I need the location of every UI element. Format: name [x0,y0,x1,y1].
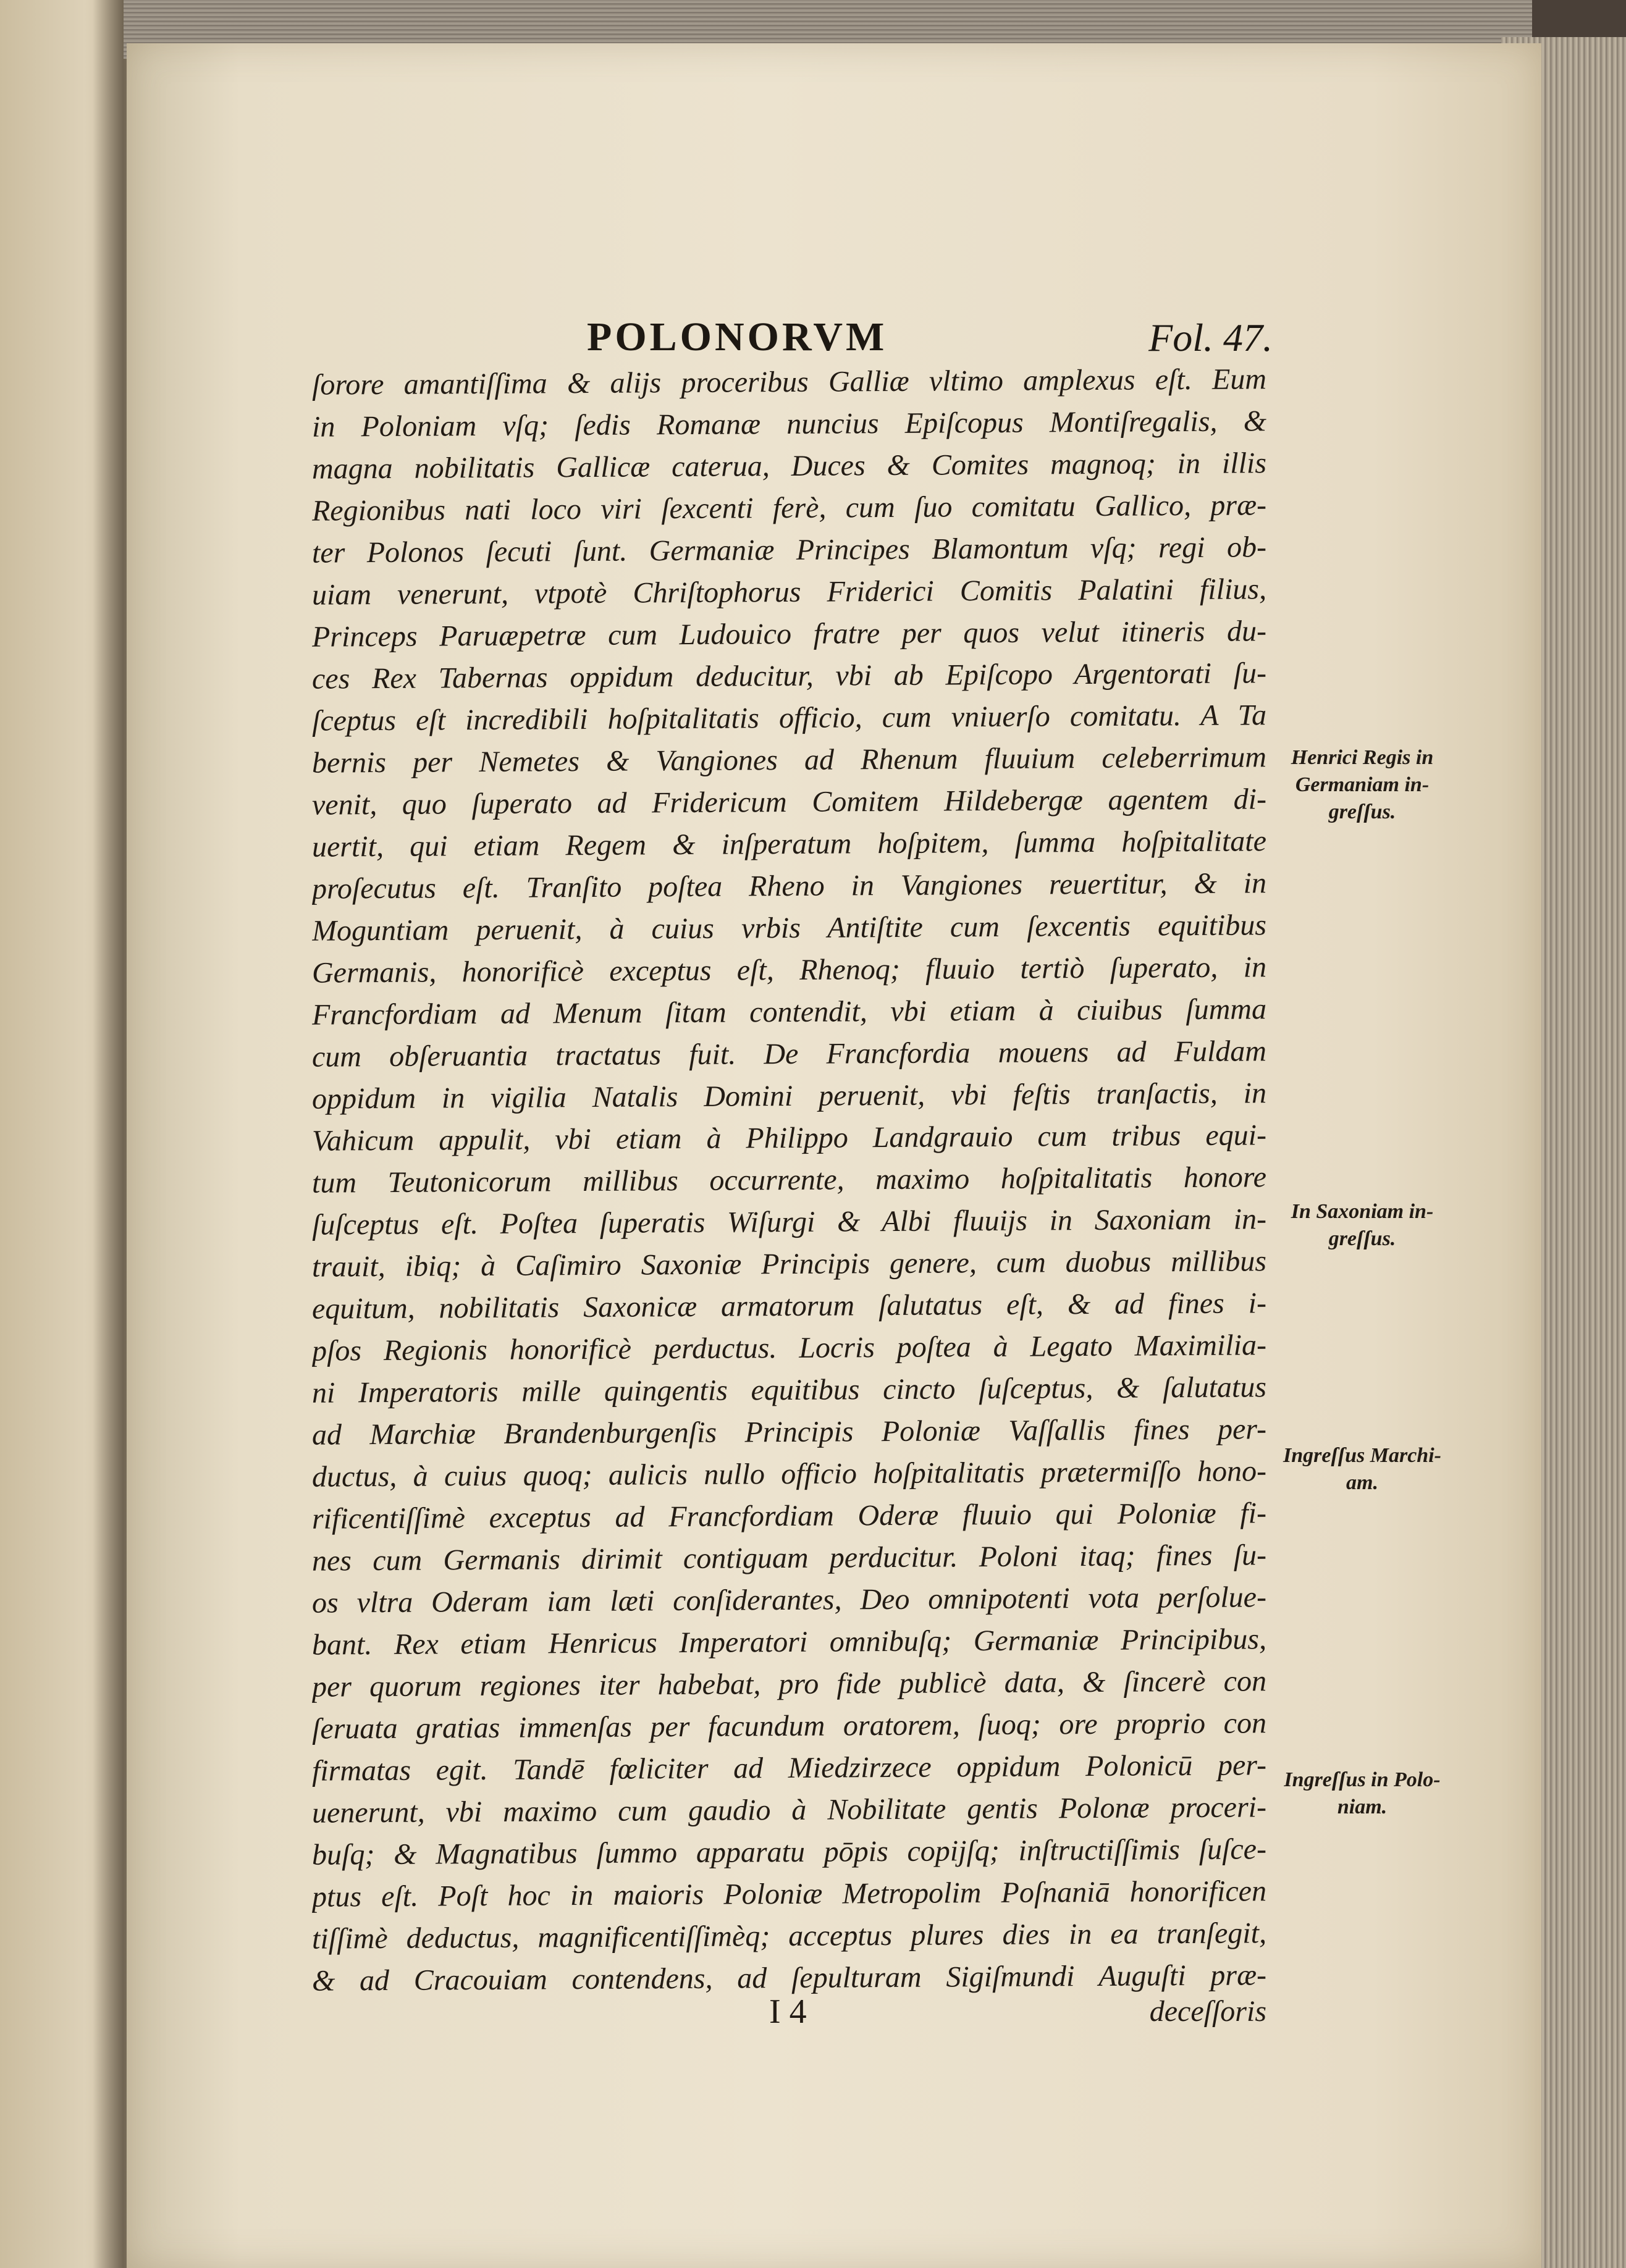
text-line: venit, quo ſuperato ad Fridericum Comitem Hildebergæ agentem di- [311,783,1267,821]
running-title: POLONORVM [587,314,888,359]
text-line: Princeps Paruæpetræ cum Ludouico fratre per quos velut itineris du- [311,615,1267,653]
note-line: greſſus. [1328,1227,1396,1250]
text-line: bant. Rex etiam Henricus Imperatori omnibuſq; Germaniæ Principibus, [311,1623,1267,1661]
catchword: deceſſoris [1149,1995,1266,2028]
note-line: niam. [1337,1796,1388,1818]
text-line: buſq; & Magnatibus ſummo apparatu pōpis copijſq; inſtructiſſimis ſuſce- [311,1833,1267,1871]
text-line: ces Rex Tabernas oppidum deducitur, vbi ab Epiſcopo Argentorati ſu- [311,657,1267,695]
text-line: tiſſimè deductus, magnificentiſſimèq; acceptus plures dies in ea tranſegit, [311,1917,1267,1955]
text-line: in Poloniam vſq; ſedis Romanæ nuncius Epiſcopus Montiſregalis, & [311,405,1267,443]
text-line: uertit, qui etiam Regem & inſperatum hoſpitem, ſumma hoſpitalitate [311,825,1267,863]
text-line: cum obſeruantia tractatus fuit. De Francfordia mouens ad Fuldam [311,1035,1267,1073]
text-line: oppidum in vigilia Natalis Domini peruenit, vbi feſtis tranſactis, in [311,1077,1267,1115]
text-line: ſuſceptus eſt. Poſtea ſuperatis Wiſurgi & Albi fluuijs in Saxoniam in- [311,1203,1267,1241]
marginal-note-march [1260,1442,1464,1497]
text-line: ter Polonos ſecuti ſunt. Germaniæ Principes Blamontum vſq; regi ob- [311,531,1267,569]
text-line: magna nobilitatis Gallicæ caterua, Duces & Comites magnoq; in illis [311,447,1267,485]
text-line: Regionibus nati loco viri ſexcenti ferè, cum ſuo comitatu Gallico, præ- [311,489,1267,527]
page-footer [312,1992,1266,2041]
text-line: Vahicum appulit, vbi etiam à Philippo Landgrauio cum tribus equi- [311,1119,1267,1157]
note-line: Germaniam in- [1295,773,1430,796]
text-line: ad Marchiæ Brandenburgenſis Principis Poloniæ Vaſſallis fines per- [311,1413,1267,1451]
text-line: ſorore amantiſſima & alijs proceribus Galliæ vltimo amplexus eſt. Eum [311,363,1267,401]
note-line: greſſus. [1328,800,1396,823]
marginal-note-germany [1260,744,1464,826]
text-line: ſceptus eſt incredibili hoſpitalitatis officio, cum vniuerſo comitatu. A Ta [311,699,1267,737]
main-text-block [312,361,1266,1999]
text-line: per quorum regiones iter habebat, pro fide publicè data, & ſincerè con [311,1665,1267,1703]
text-line: ſeruata gratias immenſas per facundum oratorem, ſuoq; ore proprio con [311,1707,1267,1745]
text-line: uiam venerunt, vtpotè Chriſtophorus Friderici Comitis Palatini filius, [311,573,1267,611]
text-line: pſos Regionis honorificè perductus. Locris poſtea à Legato Maximilia- [311,1329,1267,1367]
text-line: ptus eſt. Poſt hoc in maioris Poloniæ Metropolim Poſnaniā honorificen [311,1875,1267,1913]
text-line: Germanis, honorificè exceptus eſt, Rhenoq; fluuio tertiò ſuperato, in [311,951,1267,989]
text-line: os vltra Oderam iam læti conſiderantes, Deo omnipotenti vota perſolue- [311,1581,1267,1619]
folio-number: Fol. 47. [1148,316,1273,359]
note-line: Ingreſſus in Polo- [1284,1768,1441,1791]
text-line: nes cum Germanis dirimit contiguam perducitur. Poloni itaq; fines ſu- [311,1539,1267,1577]
text-line: proſecutus eſt. Tranſito poſtea Rheno in Vangiones reuertitur, & in [311,867,1267,905]
text-line: ductus, à cuius quoq; aulicis nullo officio hoſpitalitatis prætermiſſo hono- [311,1455,1267,1493]
text-line: & ad Cracouiam contendens, ad ſepulturam Sigiſmundi Auguſti præ- [311,1959,1267,1997]
text-line: Francfordiam ad Menum ſitam contendit, vbi etiam à ciuibus ſumma [311,993,1267,1031]
note-line: Ingreſſus Marchi- [1283,1444,1441,1467]
signature-mark: I 4 [769,1993,807,2031]
marginal-note-poland [1260,1766,1464,1821]
marginal-note-saxony [1260,1198,1464,1253]
text-line: firmatas egit. Tandē fœliciter ad Miedzirzece oppidum Polonicū per- [311,1749,1267,1787]
running-head [309,309,1273,364]
text-line: equitum, nobilitatis Saxonicæ armatorum ſalutatus eſt, & ad fines i- [311,1287,1267,1325]
text-line: ni Imperatoris mille quingentis equitibus cincto ſuſceptus, & ſalutatus [311,1371,1267,1409]
note-line: In Saxoniam in- [1291,1200,1434,1223]
text-line: bernis per Nemetes & Vangiones ad Rhenum fluuium celeberrimum [311,741,1267,779]
text-line: Moguntiam peruenit, à cuius vrbis Antiſtite cum ſexcentis equitibus [311,909,1267,947]
text-line: uenerunt, vbi maximo cum gaudio à Nobilitate gentis Polonæ proceri- [311,1791,1267,1829]
text-line: rificentiſſimè exceptus ad Francfordiam Oderæ fluuio qui Poloniæ fi- [311,1497,1267,1535]
text-line: trauit, ibiq; à Caſimiro Saxoniæ Principis genere, cum duobus millibus [311,1245,1267,1283]
text-line: tum Teutonicorum millibus occurrente, maximo hoſpitalitatis honore [311,1161,1267,1199]
note-line: am. [1346,1471,1378,1494]
note-line: Henrici Regis in [1291,746,1434,769]
